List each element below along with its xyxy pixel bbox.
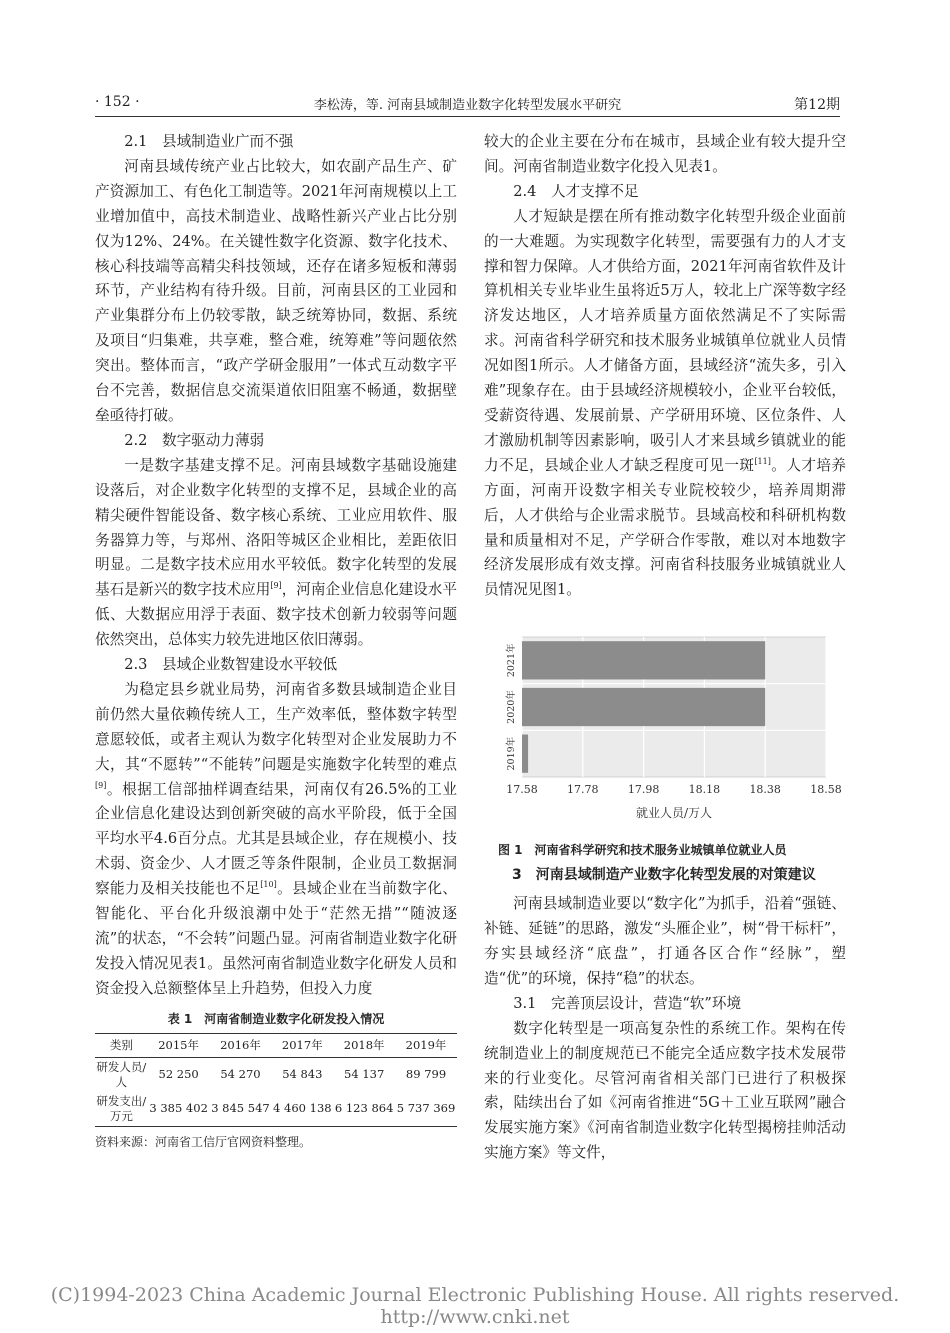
text-run: 。根据工信部抽样调查结果，河南仅有26.5%的工业企业信息化建设达到创新突破的高水平阶段，低于全国平均水平4.6百分点。尤其是县域企业，存在规模小、技术弱、资金少、人才匮乏等条件限制，企业员工数据洞察能力及相关技能也不足: [95, 780, 457, 898]
section-2-4-title: 2.4 人才支撑不足: [513, 182, 639, 200]
citation-ref: [9]: [95, 780, 107, 790]
text-run: 。人才培养方面，河南开设数字相关专业院校较少，培养周期滞后，人才供给与企业需求脱节。县域高校和科研机构数量和质量相对不足，产学研合作零散，难以对本地数字经济发展形成有效支撑。河南省科技服务业城镇就业人员情况见图1。: [484, 456, 846, 599]
left-column: [95, 130, 457, 1150]
section-2-1-title: 2.1 县域制造业广而不强: [124, 133, 294, 150]
table-cell: 6 123 864: [334, 1101, 394, 1116]
section-3-1-paragraph: 数字化转型是一项高复杂性的系统工作。架构在传统制造业上的制度规范已不能完全适应数字技术发展带来的行业变化。尽管河南省相关部门已进行了积极探索，陆续出台了如《河南省推进“5G＋工业互联网”融合发展实施方案》《河南省制造业数字化转型揭榜挂帅活动实施方案》等文件，: [484, 1019, 846, 1162]
citation-ref: [11]: [754, 456, 771, 466]
section-3-title: 3 河南县域制造产业数字化转型发展的对策建议: [512, 867, 816, 884]
table-source-note: 资料来源：河南省工信厅官网资料整理。: [95, 1134, 312, 1149]
running-title: 李松涛，等. 河南县域制造业数字化转型发展水平研究: [313, 98, 622, 113]
citation-ref: [10]: [260, 880, 277, 890]
table-cell: 89 799: [405, 1067, 447, 1082]
table-row: [95, 1092, 457, 1127]
table-cell: 54 843: [282, 1067, 323, 1082]
table-header-cell: 2016年: [220, 1037, 261, 1052]
y-category-label: 2019年: [506, 737, 517, 771]
bar: [522, 688, 765, 726]
x-axis-label: 就业人员/万人: [635, 806, 713, 821]
page-number: · 152 ·: [95, 94, 140, 110]
section-3-1-title: 3.1 完善顶层设计，营造“软”环境: [513, 994, 742, 1012]
x-tick-label: 17.58: [506, 783, 538, 797]
figure-1: [484, 625, 846, 839]
table-cell: 54 270: [220, 1067, 261, 1082]
section-2-2-paragraph: [95, 454, 457, 653]
right-column: [484, 130, 846, 1166]
row-label: [95, 1092, 148, 1127]
section-2-3-paragraph: [95, 678, 457, 1002]
x-tick-label: 18.38: [749, 783, 781, 797]
section-2-4-paragraph: [484, 205, 846, 604]
section-2-2-title: 2.2 数字驱动力薄弱: [124, 431, 265, 449]
table-cell: 4 460 138: [273, 1101, 332, 1116]
text-run: ，河南企业信息化建设水平低、大数据应用浮于表面、数字技术创新力较弱等问题依然突出，总体实力较先进地区依旧薄弱。: [95, 581, 457, 649]
section-2-3-continuation: 较大的企业主要在分布在城市，县域企业有较大提升空间。河南省制造业数字化投入见表1。: [484, 133, 846, 175]
x-tick-label: 18.58: [810, 783, 842, 797]
issue-number: 第12期: [794, 97, 840, 113]
table-header-cell: 2019年: [405, 1037, 447, 1052]
text-run: 一是数字基建支撑不足。河南县域数字基础设施建设落后，对企业数字化转型的支撑不足，县域企业的高精尖硬件智能设备、数字核心系统、工业应用软件、服务器算力等，与郑州、洛阳等城区企业相比，差距依旧明显。二是数字技术应用水平较低。数字化转型的发展基石是新兴的数字技术应用: [95, 456, 457, 599]
row-label-line: 人: [115, 1074, 128, 1089]
row-label-line: 研发支出/: [96, 1093, 147, 1108]
table-caption: 表 1 河南省制造业数字化研发投入情况: [167, 1011, 385, 1026]
row-label: [95, 1057, 148, 1092]
table-cell: 5 737 369: [396, 1101, 456, 1116]
copyright-footer: (C)1994-2023 China Academic Journal Electronic Publishing House. All rights reserved. http://www.cnki.net: [50, 1284, 900, 1328]
section-2-1-paragraph: 河南县域传统产业占比较大，如农副产品生产、矿产资源加工、有色化工制造等。2021年河南规模以上工业增加值中，高技术制造业、战略性新兴产业占比分别仅为12%、24%。在关键性数字化资源、数字化技术、核心科技端等高精尖科技领域，还存在诸多短板和薄弱环节，产业结构有待升级。目前，河南县区的工业园和产业集群分布上仍较零散，缺乏统筹协同，数据、系统及项目“归集难，共享难，整合难，统筹难”等问题依然突出。整体而言，“政产学研金服用”一体式互动数字平台不完善，数据信息交流渠道依旧阻塞不畅通，数据壁垒亟待打破。: [95, 157, 457, 424]
header-rule: [95, 116, 840, 117]
table-header-cell: 2017年: [281, 1037, 323, 1052]
y-category-label: 2021年: [506, 643, 517, 678]
page-header: [95, 94, 840, 116]
citation-ref: [9]: [270, 581, 282, 591]
text-run: 为稳定县乡就业局势，河南省多数县域制造企业目前仍然大量依赖传统人工，生产效率低，整体数字转型意愿较低，或者主观认为数字化转型对企业发展助力不大，其“不愿转”“不能转”问题是实施数字化转型的难点: [95, 680, 457, 773]
table-cell: 3 845 547: [211, 1101, 270, 1116]
table-header-cell: 类别: [109, 1037, 133, 1052]
table-header-cell: 2015年: [158, 1037, 200, 1052]
table-cell: 52 250: [158, 1067, 199, 1082]
x-tick-label: 17.98: [627, 783, 660, 797]
table-header-row: [95, 1033, 457, 1057]
y-category-label: 2020年: [506, 690, 517, 725]
rd-investment-table: [95, 1033, 457, 1127]
table-cell: 54 137: [344, 1067, 385, 1082]
bar: [522, 735, 528, 773]
section-2-3-title: 2.3 县域企业数智建设水平较低: [124, 656, 338, 674]
row-label-line: 万元: [109, 1108, 133, 1123]
table-row: [95, 1057, 457, 1092]
table-cell: 3 385 402: [149, 1101, 208, 1116]
employment-bar-chart: [484, 625, 846, 835]
figure-caption: 图 1 河南省科学研究和技术服务业城镇单位就业人员: [498, 843, 787, 858]
x-tick-label: 17.78: [567, 783, 599, 797]
bar: [522, 641, 765, 679]
x-tick-label: 18.18: [688, 783, 721, 797]
text-run: 。县域企业在当前数字化、智能化、平台化升级浪潮中处于“茫然无措”“随波逐流”的状态，“不会转”问题凸显。河南省制造业数字化研发投入情况见表1。虽然河南省制造业数字化研发人员和资金投入总额整体呈上升趋势，但投入力度: [95, 880, 457, 997]
section-3-paragraph: 河南县域制造业要以“数字化”为抓手，沿着“强链、补链、延链”的思路，激发“头雁企业”，树“骨干标杆”，夯实县域经济“底盘”，打通各区合作“经脉”，塑造“优”的环境，保持“稳”的状态。: [484, 895, 846, 987]
table-header-cell: 2018年: [343, 1037, 385, 1052]
row-label-line: 研发人员/: [96, 1059, 147, 1074]
text-run: 人才短缺是摆在所有推动数字化转型升级企业面前的一大难题。为实现数字化转型，需要强有力的人才支撑和智力保障。人才供给方面，2021年河南省软件及计算机相关专业毕业生虽将近5万人，较北上广深等数字经济发达地区，人才培养质量方面依然满足不了实际需求。河南省科学研究和技术服务业城镇单位就业人员情况如图1所示。人才储备方面，县域经济“流失多，引入难”现象存在。由于县域经济规模较小，企业平台较低，受薪资待遇、发展前景、产学研用环境、区位条件、人才激励机制等因素影响，吸引人才来县域乡镇就业的能力不足，县域企业人才缺乏程度可见一斑: [484, 207, 846, 474]
